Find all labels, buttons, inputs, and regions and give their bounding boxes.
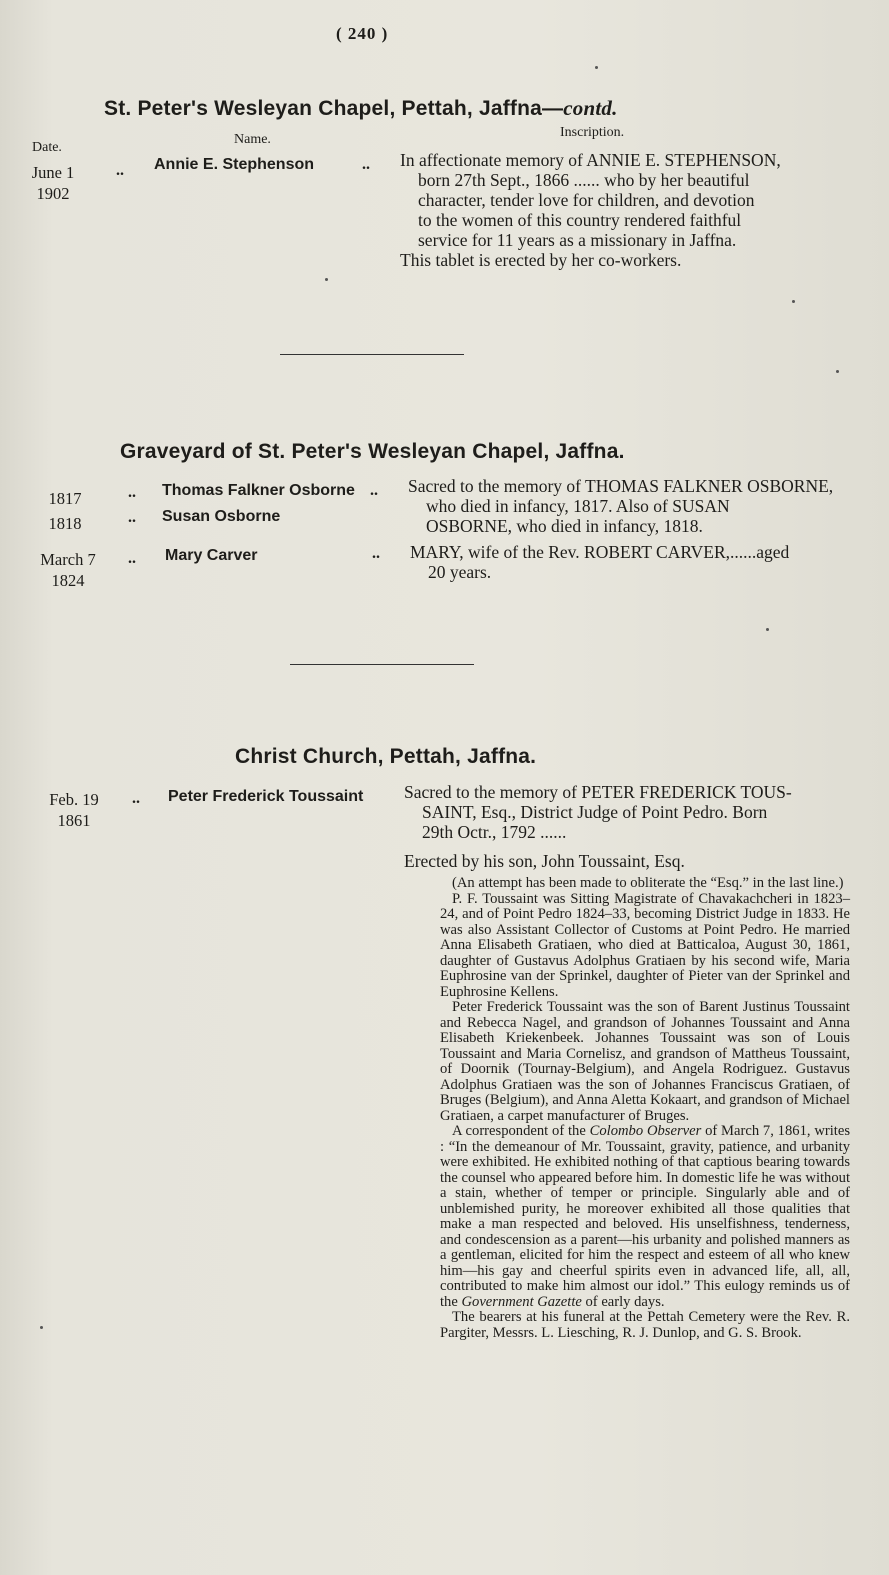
section-heading-graveyard: Graveyard of St. Peter's Wesleyan Chapel, Jaffna. (120, 440, 625, 463)
column-header-date: Date. (32, 140, 62, 155)
inscription-line: MARY, wife of the Rev. ROBERT CARVER,......aged (410, 542, 790, 562)
section-heading-christ-church: Christ Church, Pettah, Jaffna. (235, 745, 537, 768)
note-paragraph: (An attempt has been made to obliterate the “Esq.” in the last line.) (452, 875, 844, 891)
inscription-line: Sacred to the memory of PETER FREDERICK TOUS- (404, 782, 792, 802)
entry-date-day: Feb. 19 (49, 790, 99, 809)
inscription-line: Sacred to the memory of THOMAS FALKNER OSBORNE, (408, 476, 834, 496)
entry-date (30, 486, 100, 536)
section-heading-contd: contd. (563, 96, 618, 120)
entry-date-day: March 7 (40, 550, 96, 569)
leader-dots: .. (132, 790, 140, 807)
entry-date (38, 789, 110, 831)
note-paragraph: A correspondent of the Colombo Observer of March 7, 1861, writes : “In the demeanour of Mr. Toussaint, gravity, patience, and urbanity were exhibited. He exhibited nothing of that captious bearing towards the counsel who appeared before him. In domestic life he was without a stain, whether of temper or principle. Singularly able and of unblemished purity, he moreover exhibited all those qualities that make a man respected and beloved. His unselfishness, tenderness, and condescension as a parent—his urbanity and polished manners as a gentleman, elicited for him the respect and esteem of all who knew him—his gay and cheerful spirits even in advanced life, all, all, contributed to make him almost our idol.” This eulogy reminds us of the Government Gazette of early days. (440, 1123, 850, 1310)
leader-dots: .. (128, 509, 136, 526)
leader-dots: .. (362, 156, 370, 173)
note-paragraph: The bearers at his funeral at the Pettah Cemetery were the Rev. R. Pargiter, Messrs. L. Liesching, R. J. Dunlop, and G. S. Brook. (440, 1309, 850, 1341)
paper-speck (40, 1326, 43, 1329)
section-divider (290, 664, 474, 665)
inscription-line: This tablet is erected by her co-workers. (400, 250, 682, 270)
inscription-line: who died in infancy, 1817. Also of SUSAN (426, 496, 730, 516)
entry-inscription (400, 150, 852, 270)
column-header-inscription: Inscription. (560, 125, 625, 140)
leader-dots: .. (370, 482, 378, 499)
entry-date-year: 1902 (36, 184, 70, 203)
historical-notes (440, 876, 850, 1341)
entry-date-day: June 1 (31, 163, 75, 182)
entry-date-year: 1817 (48, 489, 82, 508)
entry-date-year: 1861 (57, 811, 91, 830)
inscription-line: Erected by his son, John Toussaint, Esq. (404, 851, 685, 871)
inscription-line: In affectionate memory of ANNIE E. STEPHENSON, (400, 150, 781, 170)
leader-dots: .. (116, 162, 124, 179)
inscription-line: born 27th Sept., 1866 ...... who by her beautiful (418, 170, 750, 190)
entry-date (28, 549, 108, 591)
entry-date (20, 162, 86, 204)
inscription-line: OSBORNE, who died in infancy, 1818. (426, 516, 703, 536)
paper-speck (792, 300, 795, 303)
inscription-line: character, tender love for children, and devotion (418, 190, 755, 210)
entry-name: Susan Osborne (162, 508, 281, 525)
inscription-line: SAINT, Esq., District Judge of Point Pedro. Born (422, 802, 768, 822)
inscription-line: service for 11 years as a missionary in Jaffna. (418, 230, 737, 250)
entry-inscription (408, 476, 852, 536)
inscription-line: 29th Octr., 1792 ...... (422, 822, 567, 842)
column-header-name: Name. (234, 132, 271, 147)
inscription-line: 20 years. (428, 562, 492, 582)
paper-speck (595, 66, 598, 69)
entry-name: Thomas Falkner Osborne (162, 482, 355, 499)
section-heading-text: St. Peter's Wesleyan Chapel, Pettah, Jaffna— (104, 97, 564, 120)
section-divider (280, 354, 464, 355)
paper-speck (836, 370, 839, 373)
entry-date-year: 1818 (48, 514, 82, 533)
page-number: ( 240 ) (336, 24, 389, 43)
leader-dots: .. (372, 545, 380, 562)
entry-date-year: 1824 (51, 571, 85, 590)
entry-inscription (404, 782, 852, 871)
paper-speck (325, 278, 328, 281)
inscription-line: to the women of this country rendered faithful (418, 210, 742, 230)
entry-inscription (410, 542, 852, 582)
entry-name: Annie E. Stephenson (154, 156, 315, 173)
note-paragraph: P. F. Toussaint was Sitting Magistrate of Chavakachcheri in 1823–24, and of Point Pedro 1824–33, becoming District Judge in 1833. He was also Assistant Collector of Customs at Point Pedro. He married Anna Elisabeth Gratiaen, who died at Batticaloa, August 30, 1861, daughter of Gustavus Adolphus Gratiaen by his second wife, Maria Euphrosine van der Sprinkel, daughter of Pieter van der Sprinkel and Euphrosine Kellens. (440, 890, 850, 1000)
leader-dots: .. (128, 550, 136, 567)
leader-dots: .. (128, 484, 136, 501)
paper-speck (766, 628, 769, 631)
section-heading-st-peters (104, 96, 618, 121)
entry-name: Mary Carver (165, 547, 258, 564)
note-paragraph: Peter Frederick Toussaint was the son of Barent Justinus Toussaint and Rebecca Nagel, and grandson of Johannes Toussaint and Anna Elisabeth Kriekenbeek. Johannes Toussaint was son of Louis Toussaint and Maria Cornelisz, and grandson of Mattheus Toussaint, of Doornik (Tournay-Belgium), and Angela Rodriguez. Gustavus Adolphus Gratiaen was the son of Johannes Franciscus Gratiaen, of Bruges (Belgium), and Anna Aletta Kokaart, and grandson of Michael Gratiaen, a carpet manufacturer of Bruges. (440, 999, 850, 1124)
entry-name: Peter Frederick Toussaint (168, 788, 364, 805)
